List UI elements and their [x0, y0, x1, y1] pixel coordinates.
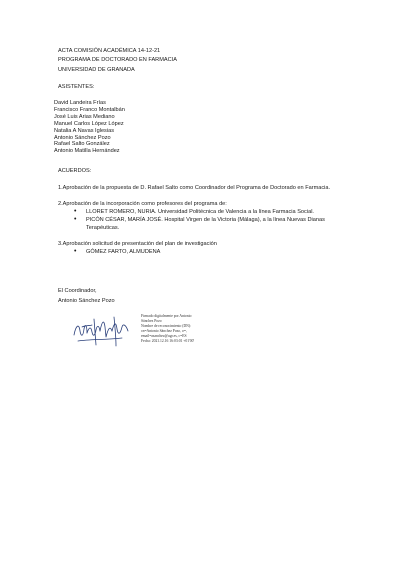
stamp-line: email=asanchez@ugr.es, c=ES: [141, 334, 187, 338]
agreements-heading: ACUERDOS:: [58, 168, 92, 174]
stamp-line: Sánchez Pozo: [141, 319, 162, 323]
document-header: [58, 47, 177, 75]
agreement-1-text: 1.Aprobación de la propuesta de D. Rafael Salto como Coordinador del Programa de Doctorado en Farmacia.: [58, 185, 331, 191]
digital-signature-stamp: [141, 314, 194, 344]
attendee-item: David Landeira Frías: [54, 100, 106, 106]
coordinator-name: Antonio Sánchez Pozo: [58, 297, 115, 304]
attendee-item: Antonio Sánchez Pozo: [54, 134, 111, 141]
attendee-item: Rafael Salto González: [54, 141, 110, 148]
agreement-3-text: 3.Aprobación solicitud de presentación del plan de investigación: [58, 241, 217, 247]
header-title: ACTA COMISIÓN ACADÉMICA 14-12-21: [58, 48, 161, 54]
stamp-line: Firmado digitalmente por Antonio: [141, 314, 192, 318]
agreement-2: [58, 200, 344, 232]
agreement-2-sublist: [58, 208, 344, 232]
agreement-2-text: 2.Aprobación de la incorporación como profesores del programa de:: [58, 201, 227, 207]
list-item: • PICÓN CÉSAR, MARÍA JOSÉ. Hospital Virgen de la Victoria (Málaga), a la línea Nuevas Dianas Terapéuticas.: [74, 216, 344, 232]
stamp-line: cn=Antonio Sánchez Pozo, o=,: [141, 329, 187, 333]
handwritten-signature: [70, 313, 138, 349]
attendee-item: Antonio Matilla Hernández: [54, 148, 120, 155]
stamp-line: Fecha: 2021.12.16 16:03:01 +01'00': [141, 339, 195, 343]
attendee-item: Francisco Franco Montalbán: [54, 106, 125, 113]
attendees-list: [54, 100, 125, 155]
agreement-3-sublist: [58, 248, 344, 256]
stamp-line: Nombre de reconocimiento (DN):: [141, 324, 192, 328]
attendee-item: Manuel Carlos López López: [54, 120, 124, 127]
agreement-1: [58, 184, 344, 192]
header-university: UNIVERSIDAD DE GRANADA: [58, 66, 135, 73]
coordinator-role: El Coordinador,: [58, 288, 97, 294]
list-item: • LLORET ROMERO, NURIA. Universidad Politécnica de Valencia a la línea Farmacia Social.: [74, 208, 344, 216]
closing-block: [58, 287, 115, 306]
agreements-list: [58, 184, 344, 264]
list-item: • GÓMEZ FARTO, ALMUDENA: [74, 248, 344, 256]
attendee-item: José Luis Arias Mediano: [54, 113, 115, 120]
agreement-3: [58, 240, 344, 256]
attendees-heading: ASISTENTES:: [58, 84, 95, 90]
header-program: PROGRAMA DE DOCTORADO EN FARMACIA: [58, 57, 177, 64]
attendee-item: Natalia A Navas Iglesias: [54, 127, 115, 134]
